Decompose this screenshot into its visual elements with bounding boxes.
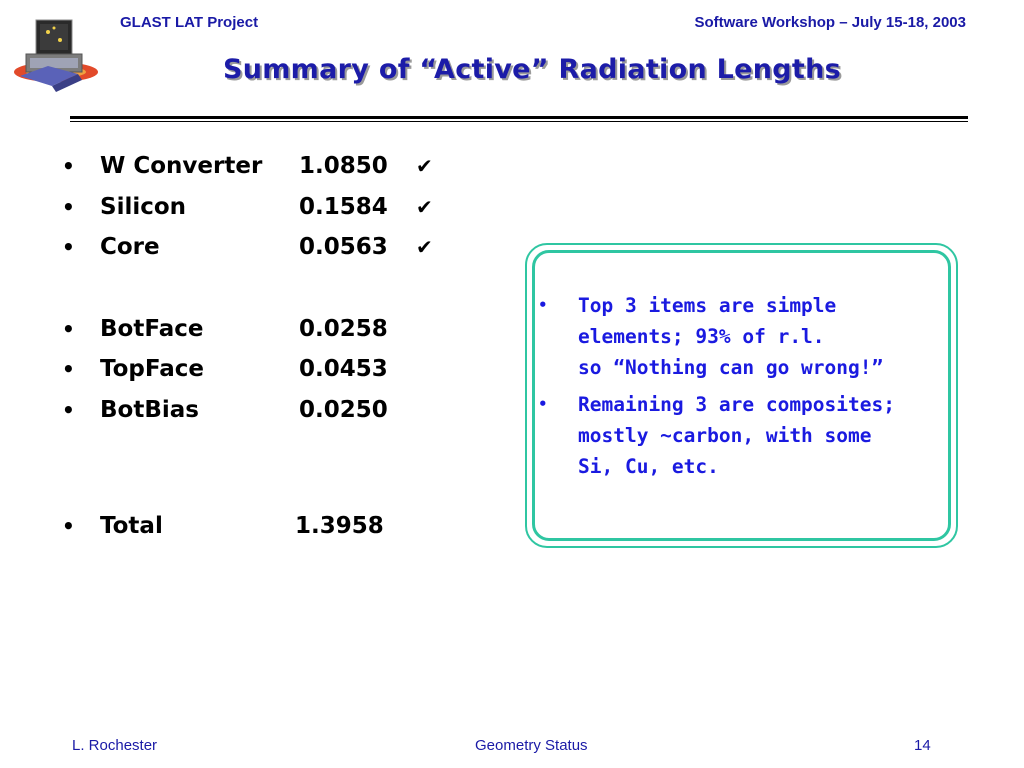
checkmark-icon: ✔ — [416, 154, 433, 178]
item-label: W Converter — [100, 153, 263, 179]
title-rule-thin — [70, 121, 968, 122]
bullet: • — [62, 316, 75, 341]
notes-list — [534, 290, 944, 488]
total-value: 1.3958 — [295, 513, 384, 539]
bullet: • — [62, 514, 75, 538]
item-value: 0.1584 — [299, 193, 388, 220]
item-value: 1.0850 — [299, 153, 388, 179]
footer-topic: Geometry Status — [475, 737, 588, 754]
note-line: Si, Cu, etc. — [578, 455, 719, 478]
note-line: Remaining 3 are composites; — [578, 393, 895, 416]
note-line: Top 3 items are simple — [578, 294, 837, 317]
note-line: elements; 93% of r.l. — [578, 325, 825, 348]
bullet: • — [538, 395, 548, 413]
bullet: • — [62, 397, 75, 422]
item-value: 0.0453 — [299, 356, 388, 382]
item-value: 0.0258 — [299, 315, 388, 342]
item-label: TopFace — [100, 356, 205, 382]
item-label: BotFace — [100, 315, 204, 342]
footer-page-number: 14 — [914, 737, 931, 754]
item-label: Core — [100, 234, 160, 260]
bullet: • — [62, 357, 75, 381]
item-value: 0.0563 — [299, 234, 388, 260]
title-rule-thick — [70, 116, 968, 119]
checkmark-icon: ✔ — [416, 235, 433, 259]
header-project: GLAST LAT Project — [120, 14, 259, 31]
slide-title: Summary of “Active” Radiation Lengths — [222, 54, 842, 85]
checkmark-icon: ✔ — [416, 194, 433, 219]
header-event: Software Workshop – July 15-18, 2003 — [694, 14, 966, 31]
note-item — [534, 389, 944, 482]
bullet: • — [62, 235, 75, 259]
note-item — [534, 290, 944, 383]
item-label: Silicon — [100, 193, 187, 220]
bullet: • — [538, 296, 548, 314]
item-label: BotBias — [100, 396, 199, 423]
total-label: Total — [100, 513, 163, 539]
bullet: • — [62, 154, 75, 178]
item-value: 0.0250 — [299, 396, 388, 423]
footer-author: L. Rochester — [72, 737, 158, 754]
note-line: mostly ~carbon, with some — [578, 424, 872, 447]
note-line: so “Nothing can go wrong!” — [578, 356, 884, 379]
bullet: • — [62, 194, 75, 219]
